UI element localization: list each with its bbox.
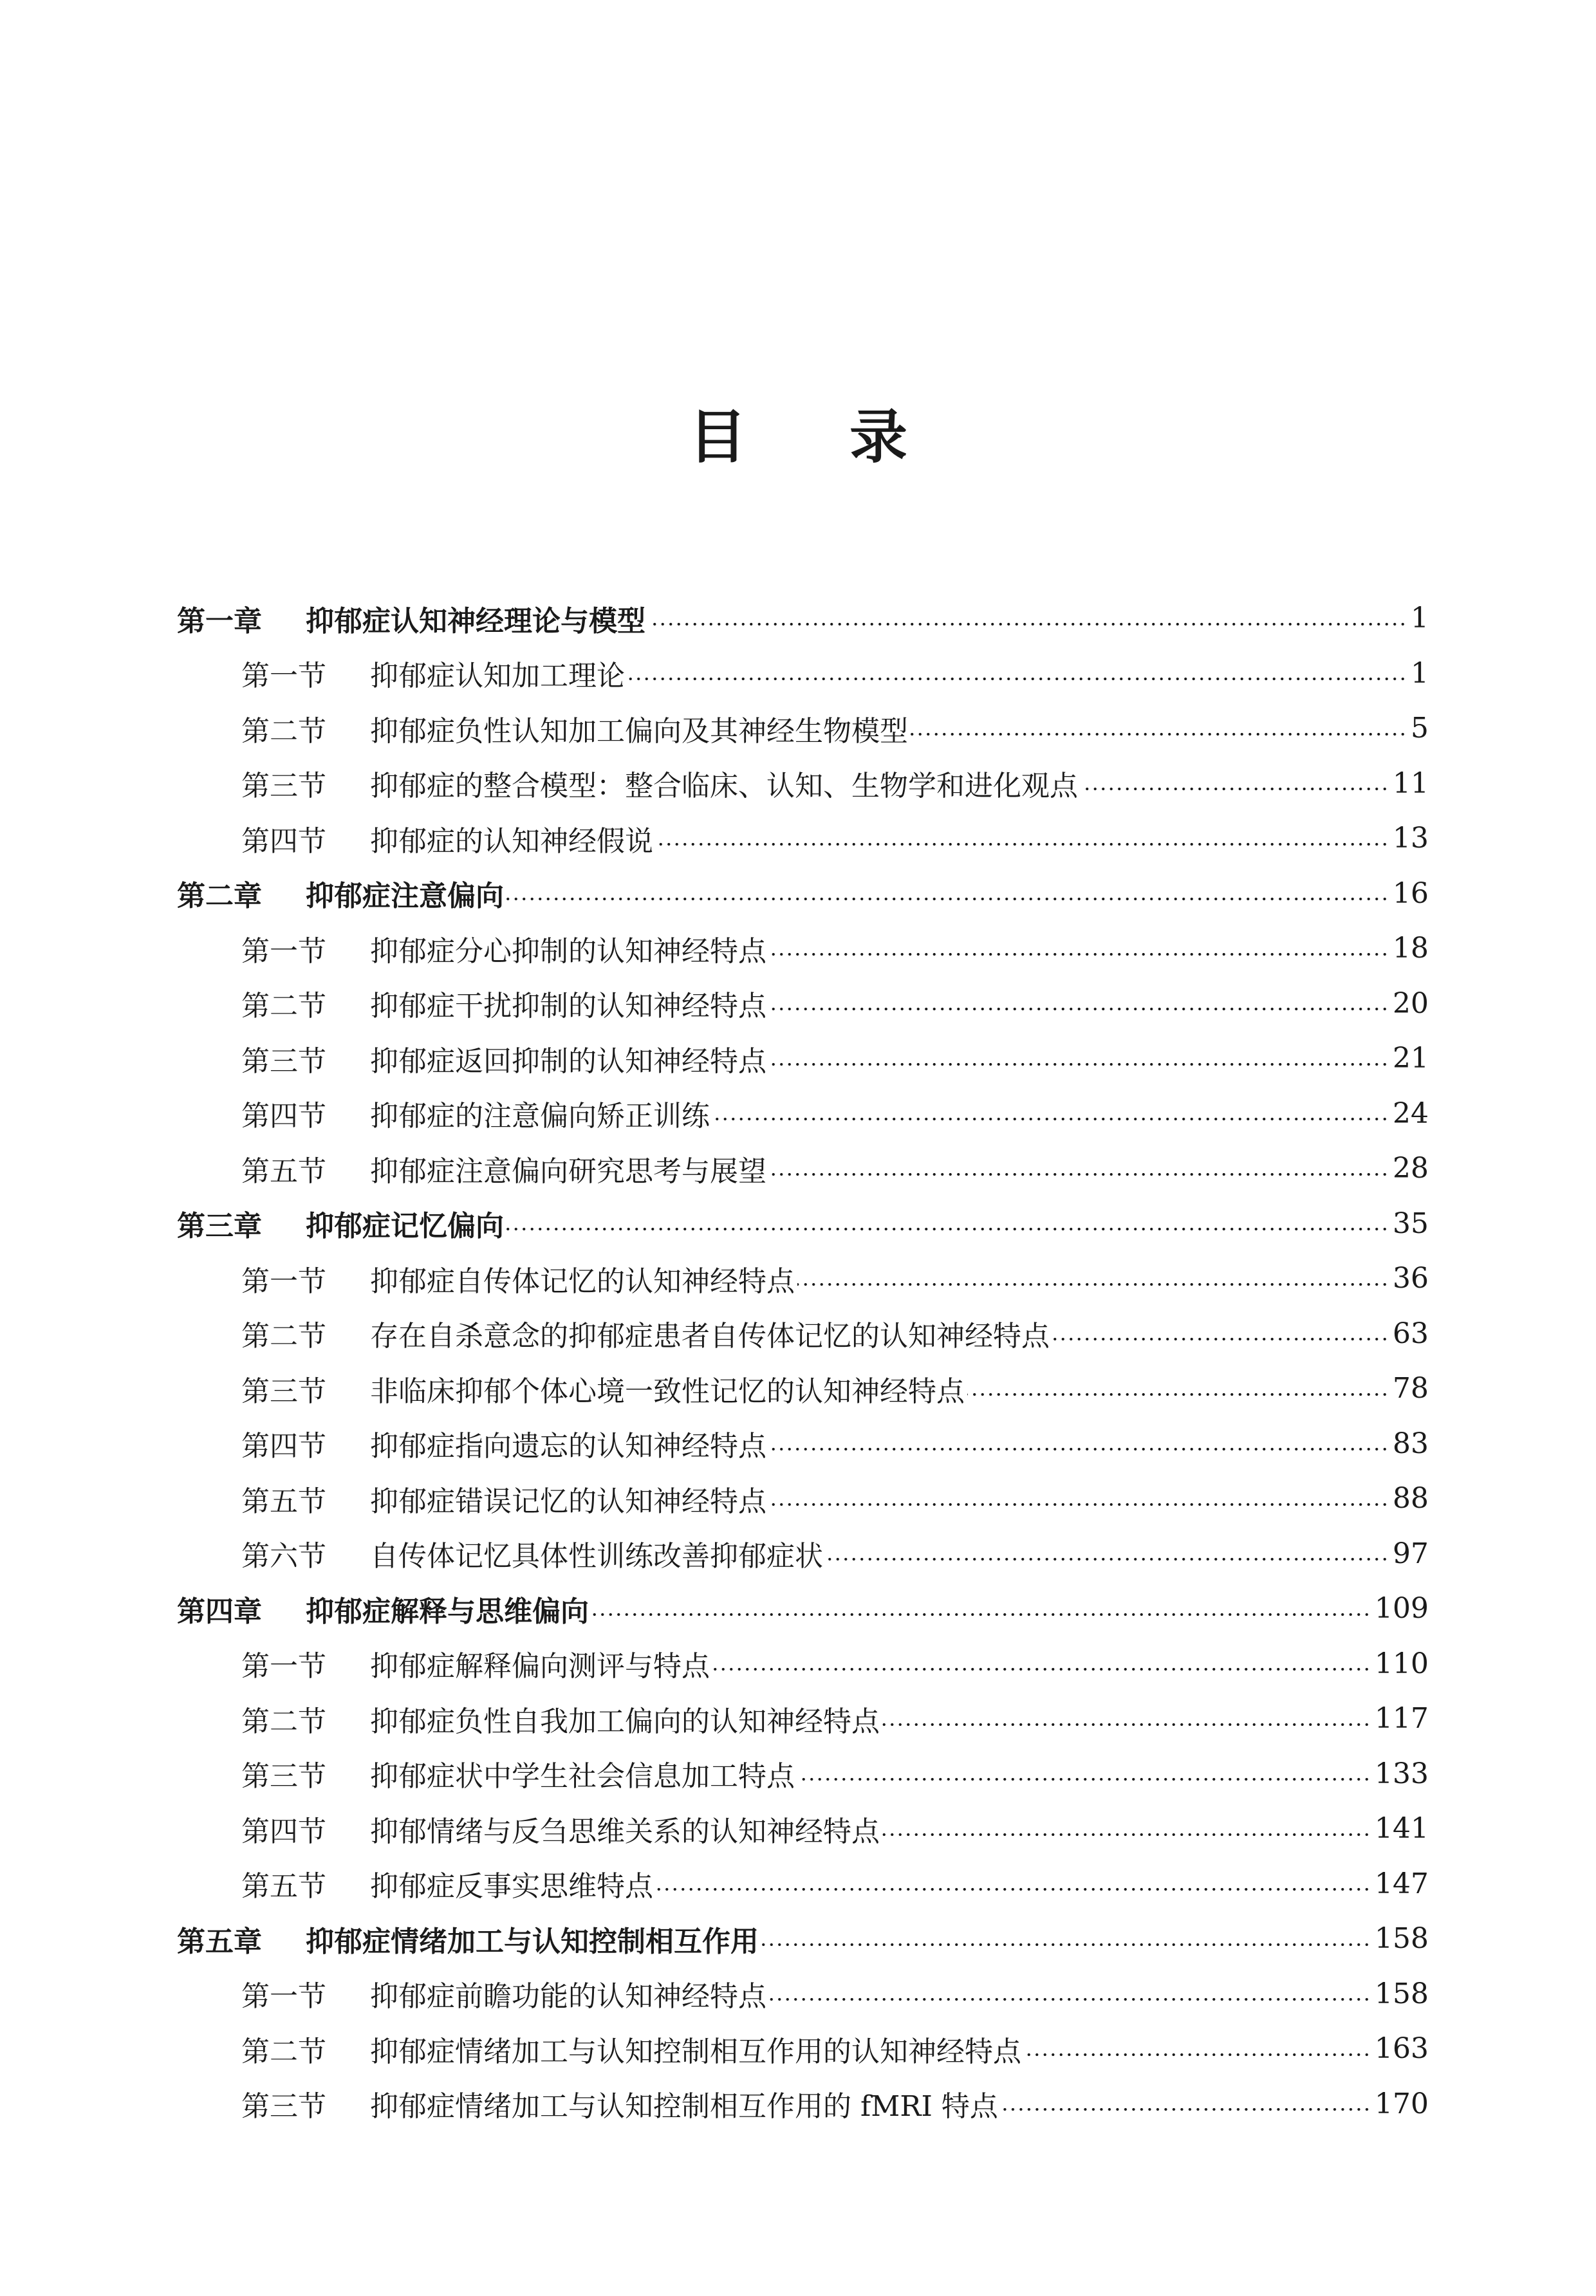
section-number: 第一节 bbox=[241, 1980, 326, 2014]
toc-section-entry[interactable] bbox=[177, 1746, 1429, 1802]
chapter-title: 抑郁症解释与思维偏向 bbox=[306, 1595, 589, 1628]
toc-chapter-entry[interactable] bbox=[177, 1581, 1429, 1636]
dot-leader bbox=[627, 677, 1407, 681]
dot-leader bbox=[769, 952, 1389, 956]
section-number: 第二节 bbox=[241, 2035, 326, 2068]
section-title: 抑郁症解释偏向测评与特点 bbox=[370, 1650, 710, 1683]
page-number: 78 bbox=[1393, 1372, 1429, 1405]
dot-leader bbox=[797, 1282, 1389, 1286]
dot-leader bbox=[648, 622, 1407, 626]
dot-leader bbox=[712, 1667, 1371, 1671]
page-number: 5 bbox=[1411, 712, 1429, 745]
toc-section-entry[interactable] bbox=[177, 921, 1429, 976]
section-title: 抑郁症前瞻功能的认知神经特点 bbox=[370, 1980, 766, 2014]
section-title: 抑郁症错误记忆的认知神经特点 bbox=[370, 1485, 766, 1518]
toc-section-entry[interactable] bbox=[177, 1636, 1429, 1692]
section-title: 抑郁症的注意偏向矫正训练 bbox=[370, 1100, 710, 1133]
toc-section-entry[interactable] bbox=[177, 1141, 1429, 1196]
page-title-char-2: 录 bbox=[849, 403, 907, 471]
section-number: 第三节 bbox=[241, 1760, 326, 1793]
page-number: 36 bbox=[1393, 1262, 1429, 1295]
page-number: 1 bbox=[1411, 656, 1429, 690]
section-title: 抑郁症的整合模型：整合临床、认知、生物学和进化观点 bbox=[370, 770, 1078, 803]
section-title: 抑郁症反事实思维特点 bbox=[370, 1870, 653, 1903]
section-number: 第二节 bbox=[241, 990, 326, 1023]
section-number: 第一节 bbox=[241, 1264, 326, 1298]
dot-leader bbox=[967, 1393, 1389, 1396]
dot-leader bbox=[769, 1997, 1371, 2001]
toc-section-entry[interactable] bbox=[177, 1086, 1429, 1142]
section-number: 第四节 bbox=[241, 1815, 326, 1848]
toc-section-entry[interactable] bbox=[177, 1361, 1429, 1416]
toc-section-entry[interactable] bbox=[177, 1471, 1429, 1526]
toc-section-entry[interactable] bbox=[177, 1801, 1429, 1856]
chapter-number: 第一章 bbox=[177, 604, 262, 638]
section-title: 抑郁症认知加工理论 bbox=[370, 660, 625, 693]
dot-leader bbox=[1024, 2053, 1371, 2057]
page-number: 18 bbox=[1393, 932, 1429, 965]
section-title: 抑郁症情绪加工与认知控制相互作用的认知神经特点 bbox=[370, 2035, 1021, 2068]
page-number: 13 bbox=[1393, 822, 1429, 855]
section-number: 第二节 bbox=[241, 1320, 326, 1353]
page-number: 158 bbox=[1375, 1977, 1429, 2010]
toc-section-entry[interactable] bbox=[177, 2021, 1429, 2077]
section-number: 第三节 bbox=[241, 2090, 326, 2124]
page-number: 117 bbox=[1375, 1702, 1429, 1736]
toc-section-entry[interactable] bbox=[177, 2077, 1429, 2132]
dot-leader bbox=[769, 1447, 1389, 1451]
section-title: 抑郁症负性自我加工偏向的认知神经特点 bbox=[370, 1705, 880, 1738]
dot-leader bbox=[1081, 787, 1389, 791]
dot-leader bbox=[1001, 2107, 1371, 2111]
section-title: 抑郁症负性认知加工偏向及其神经生物模型 bbox=[370, 714, 908, 748]
page-number: 163 bbox=[1375, 2032, 1429, 2066]
section-title: 抑郁症的认知神经假说 bbox=[370, 824, 653, 858]
section-title: 抑郁症返回抑制的认知神经特点 bbox=[370, 1044, 766, 1078]
page-number: 170 bbox=[1375, 2087, 1429, 2120]
toc-section-entry[interactable] bbox=[177, 1526, 1429, 1582]
section-title: 存在自杀意念的抑郁症患者自传体记忆的认知神经特点 bbox=[370, 1320, 1050, 1353]
toc-section-entry[interactable] bbox=[177, 646, 1429, 701]
section-number: 第五节 bbox=[241, 1870, 326, 1903]
section-title: 抑郁症自传体记忆的认知神经特点 bbox=[370, 1264, 795, 1298]
chapter-title: 抑郁症情绪加工与认知控制相互作用 bbox=[306, 1925, 759, 1958]
page-number: 28 bbox=[1393, 1152, 1429, 1185]
section-title: 抑郁情绪与反刍思维关系的认知神经特点 bbox=[370, 1815, 880, 1848]
section-number: 第三节 bbox=[241, 770, 326, 803]
dot-leader bbox=[656, 842, 1389, 846]
section-title: 非临床抑郁个体心境一致性记忆的认知神经特点 bbox=[370, 1375, 965, 1408]
dot-leader bbox=[826, 1557, 1389, 1561]
section-number: 第二节 bbox=[241, 1705, 326, 1738]
dot-leader bbox=[769, 1007, 1389, 1011]
section-number: 第六节 bbox=[241, 1540, 326, 1573]
chapter-title: 抑郁症认知神经理论与模型 bbox=[306, 604, 645, 638]
page-title-char-1: 目 bbox=[689, 403, 747, 471]
page-title bbox=[0, 405, 1596, 470]
page-number: 63 bbox=[1393, 1317, 1429, 1350]
page-number: 20 bbox=[1393, 986, 1429, 1020]
toc-section-entry[interactable] bbox=[177, 756, 1429, 811]
section-title: 自传体记忆具体性训练改善抑郁症状 bbox=[370, 1540, 823, 1573]
page-number: 158 bbox=[1375, 1922, 1429, 1956]
toc-section-entry[interactable] bbox=[177, 1031, 1429, 1086]
section-number: 第四节 bbox=[241, 1430, 326, 1463]
toc-chapter-entry[interactable] bbox=[177, 1911, 1429, 1967]
dot-leader bbox=[1052, 1337, 1389, 1341]
dot-leader bbox=[506, 897, 1389, 901]
dot-leader bbox=[882, 1833, 1371, 1837]
dot-leader bbox=[656, 1887, 1371, 1891]
dot-leader bbox=[797, 1777, 1371, 1781]
page-number: 88 bbox=[1393, 1482, 1429, 1515]
page-number: 16 bbox=[1393, 876, 1429, 910]
page-number: 83 bbox=[1393, 1427, 1429, 1460]
dot-leader bbox=[506, 1227, 1389, 1231]
page-number: 110 bbox=[1375, 1647, 1429, 1680]
dot-leader bbox=[769, 1503, 1389, 1506]
page-number: 11 bbox=[1393, 766, 1429, 800]
page-number: 21 bbox=[1393, 1042, 1429, 1075]
dot-leader bbox=[591, 1613, 1371, 1616]
section-number: 第一节 bbox=[241, 660, 326, 693]
toc-section-entry[interactable] bbox=[177, 1967, 1429, 2022]
chapter-number: 第四章 bbox=[177, 1595, 262, 1628]
chapter-title: 抑郁症记忆偏向 bbox=[306, 1210, 504, 1243]
page-number: 133 bbox=[1375, 1757, 1429, 1790]
chapter-number: 第五章 bbox=[177, 1925, 262, 1958]
section-number: 第三节 bbox=[241, 1375, 326, 1408]
section-number: 第三节 bbox=[241, 1044, 326, 1078]
chapter-number: 第二章 bbox=[177, 880, 262, 913]
dot-leader bbox=[882, 1723, 1371, 1727]
chapter-title: 抑郁症注意偏向 bbox=[306, 880, 504, 913]
section-number: 第五节 bbox=[241, 1485, 326, 1518]
section-number: 第一节 bbox=[241, 934, 326, 968]
page-number: 141 bbox=[1375, 1812, 1429, 1846]
section-number: 第四节 bbox=[241, 1100, 326, 1133]
page-number: 109 bbox=[1375, 1592, 1429, 1625]
toc-section-entry[interactable] bbox=[177, 976, 1429, 1032]
dot-leader bbox=[769, 1062, 1389, 1066]
section-title: 抑郁症状中学生社会信息加工特点 bbox=[370, 1760, 795, 1793]
toc-chapter-entry[interactable] bbox=[177, 591, 1429, 646]
toc-section-entry[interactable] bbox=[177, 701, 1429, 756]
toc-section-entry[interactable] bbox=[177, 1306, 1429, 1362]
section-number: 第四节 bbox=[241, 824, 326, 858]
section-number: 第二节 bbox=[241, 714, 326, 748]
section-title: 抑郁症指向遗忘的认知神经特点 bbox=[370, 1430, 766, 1463]
page-number: 35 bbox=[1393, 1207, 1429, 1240]
toc-section-entry[interactable] bbox=[177, 1691, 1429, 1746]
section-title: 抑郁症情绪加工与认知控制相互作用的 fMRI 特点 bbox=[370, 2090, 998, 2124]
section-title: 抑郁症注意偏向研究思考与展望 bbox=[370, 1154, 766, 1188]
page-number: 1 bbox=[1411, 602, 1429, 635]
section-title: 抑郁症分心抑制的认知神经特点 bbox=[370, 934, 766, 968]
dot-leader bbox=[712, 1117, 1389, 1121]
section-title: 抑郁症干扰抑制的认知神经特点 bbox=[370, 990, 766, 1023]
toc-chapter-entry[interactable] bbox=[177, 866, 1429, 921]
dot-leader bbox=[911, 732, 1407, 736]
page-number: 97 bbox=[1393, 1537, 1429, 1570]
section-number: 第五节 bbox=[241, 1154, 326, 1188]
section-number: 第一节 bbox=[241, 1650, 326, 1683]
toc-section-entry[interactable] bbox=[177, 1856, 1429, 1912]
table-of-contents bbox=[177, 591, 1429, 2131]
toc-section-entry[interactable] bbox=[177, 811, 1429, 866]
chapter-number: 第三章 bbox=[177, 1210, 262, 1243]
toc-chapter-entry[interactable] bbox=[177, 1196, 1429, 1252]
toc-section-entry[interactable] bbox=[177, 1416, 1429, 1472]
dot-leader bbox=[769, 1172, 1389, 1176]
page-number: 147 bbox=[1375, 1867, 1429, 1900]
dot-leader bbox=[761, 1943, 1371, 1947]
toc-section-entry[interactable] bbox=[177, 1251, 1429, 1306]
page-number: 24 bbox=[1393, 1097, 1429, 1130]
